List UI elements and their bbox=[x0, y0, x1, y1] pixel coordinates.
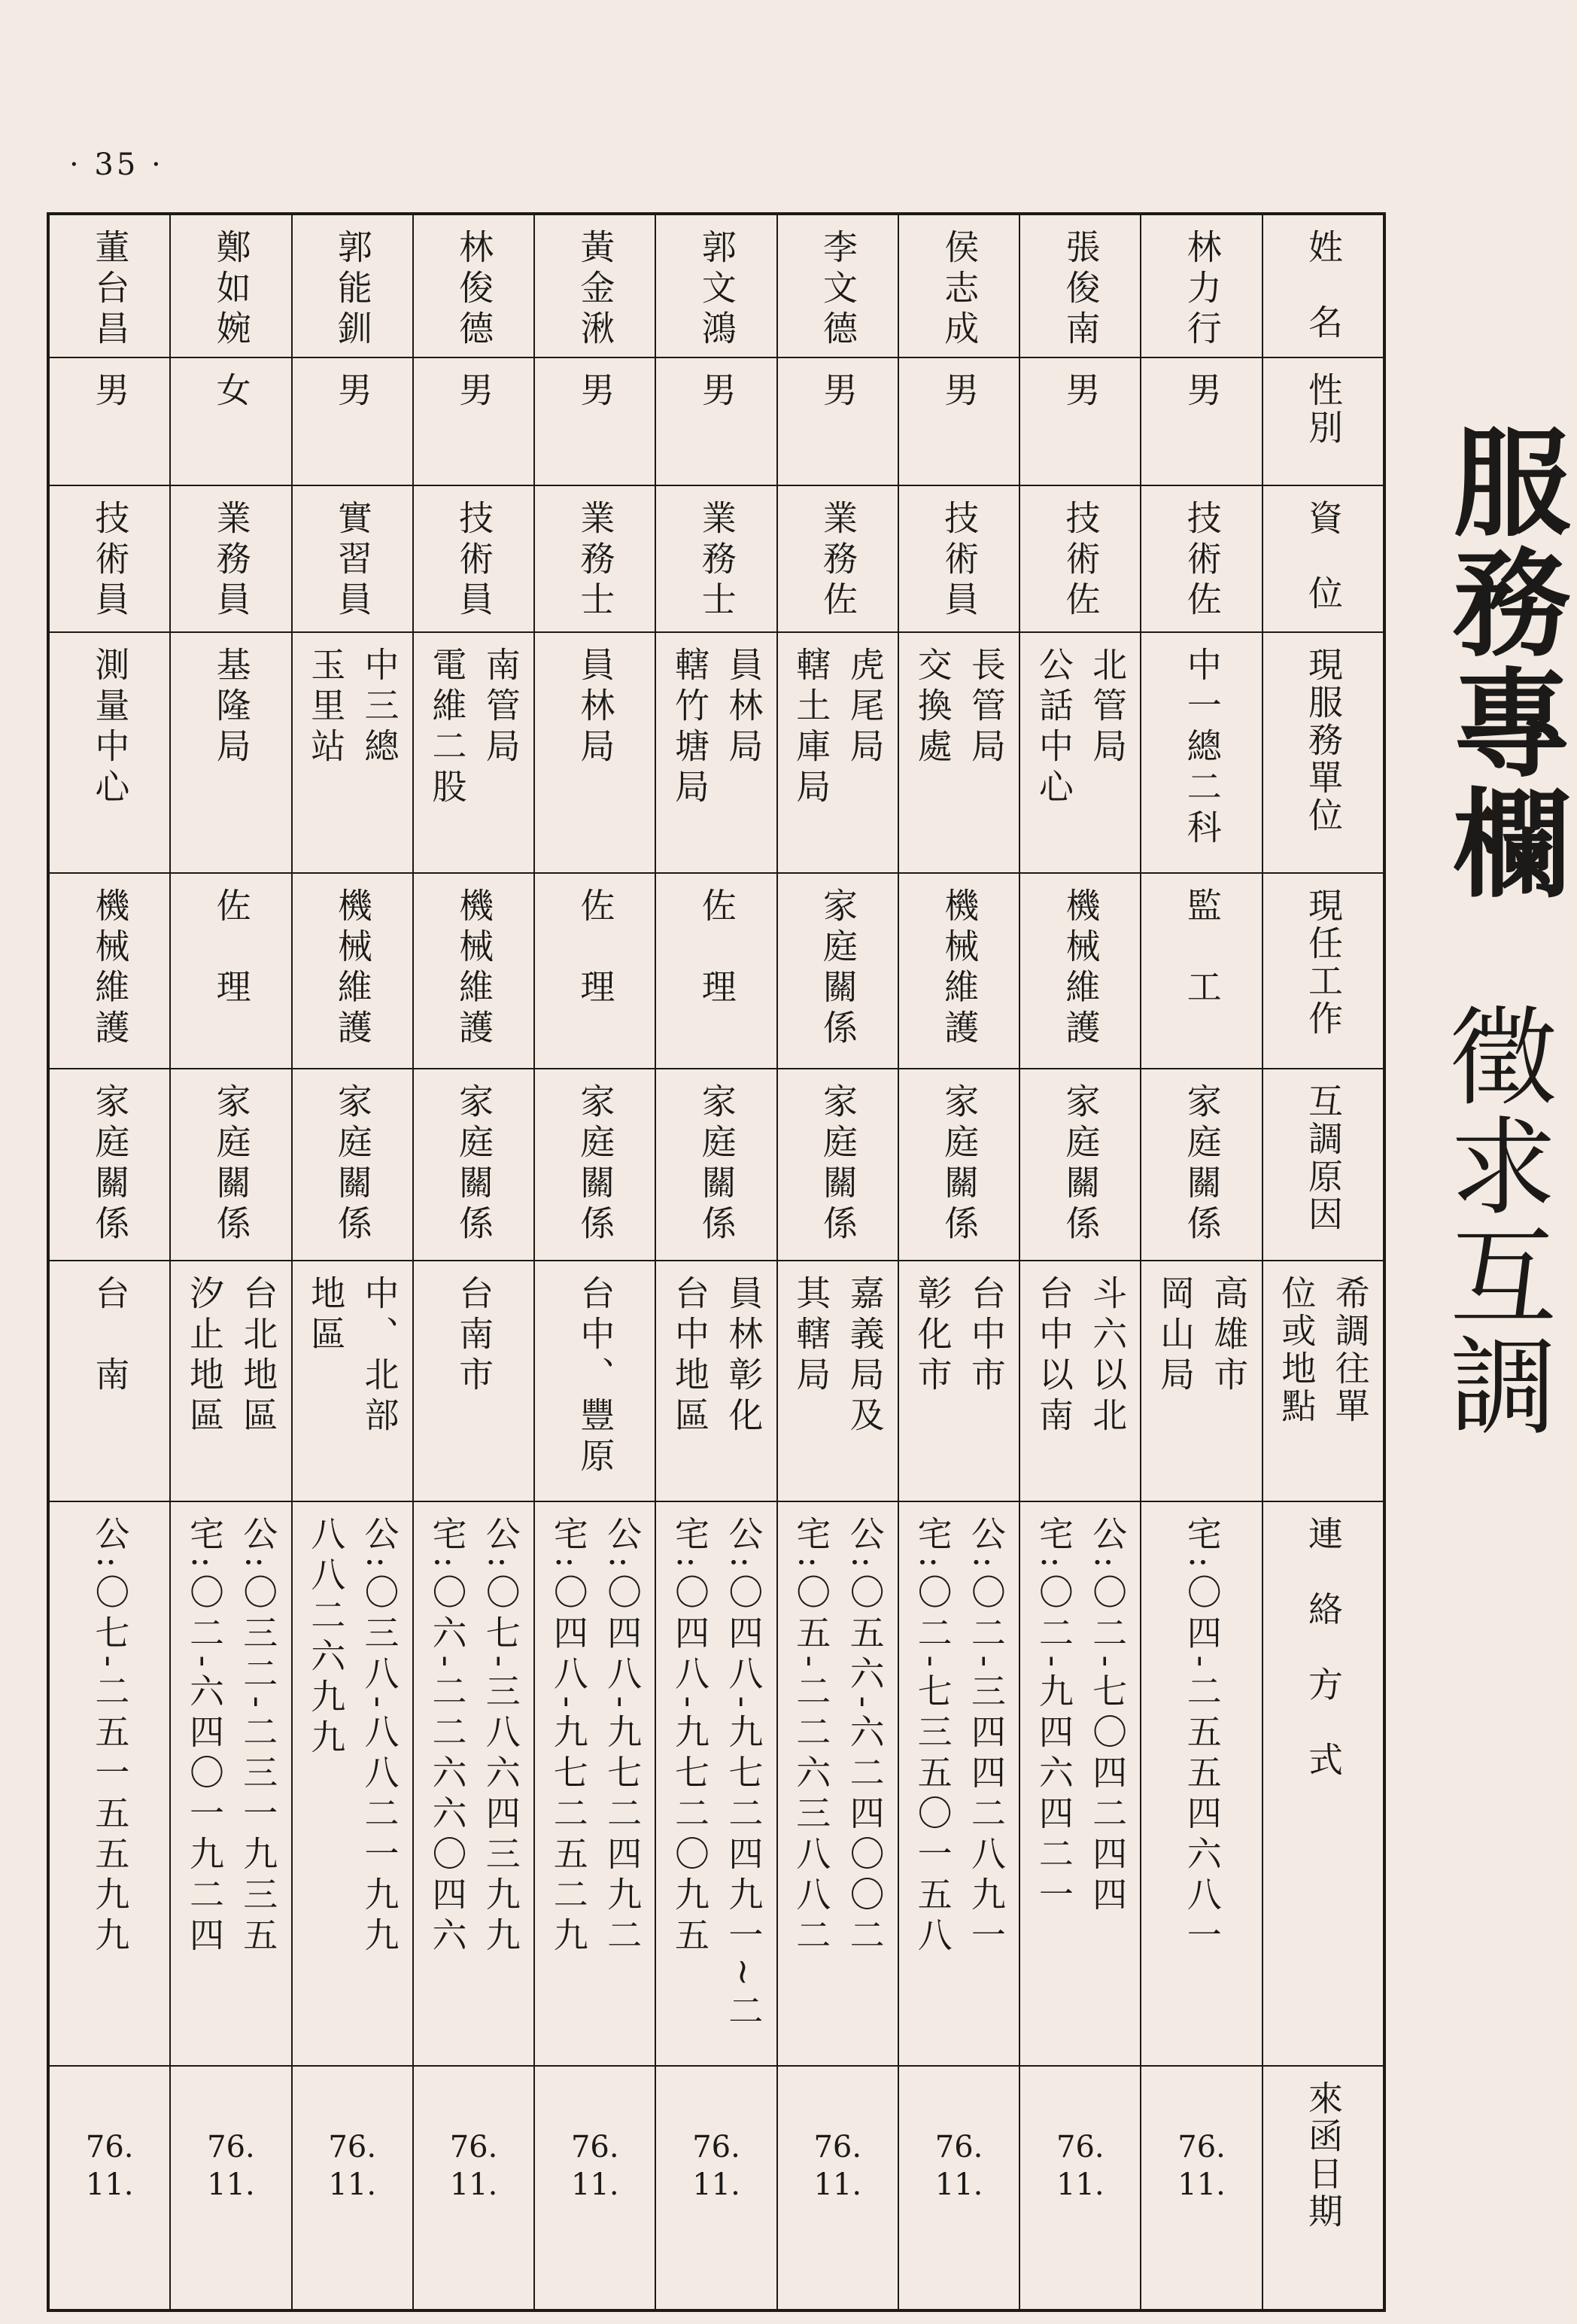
rank-cell: 業務佐 bbox=[817, 500, 858, 622]
reason-cell: 家庭關係 bbox=[939, 1083, 980, 1246]
desired-location-cell: 台中、豐原 bbox=[575, 1275, 616, 1478]
reason-cell: 家庭關係 bbox=[1060, 1083, 1101, 1246]
desired-location-cell: 台南市 bbox=[454, 1275, 495, 1397]
page-number: · 35 · bbox=[69, 148, 164, 182]
gender-cell: 男 bbox=[454, 372, 495, 412]
job-cell: 機械維護 bbox=[939, 887, 980, 1050]
reason-cell: 家庭關係 bbox=[332, 1083, 373, 1246]
contact-cell: 公:〇七-三八六四三九九 宅:〇六-二二六六〇四六 bbox=[427, 1516, 521, 1958]
desired-location-cell: 高雄市 岡山局 bbox=[1155, 1275, 1250, 1397]
date-cell bbox=[328, 2080, 376, 2204]
unit-cell: 基隆局 bbox=[211, 646, 252, 768]
page-title: 服務專欄 bbox=[1433, 421, 1571, 903]
header-rank: 資 位 bbox=[1303, 500, 1345, 613]
rank-cell: 業務員 bbox=[211, 500, 252, 622]
reason-cell: 家庭關係 bbox=[696, 1083, 737, 1246]
desired-location-cell: 台中市 彰化市 bbox=[912, 1275, 1007, 1397]
unit-cell: 中三總 玉里站 bbox=[305, 646, 400, 768]
unit-cell: 中一總二科 bbox=[1181, 646, 1223, 850]
contact-cell: 宅:〇四-二五五四六八一 bbox=[1181, 1516, 1223, 1958]
header-contact: 連 絡 方 式 bbox=[1303, 1516, 1345, 1779]
unit-cell: 員林局 bbox=[575, 646, 616, 768]
job-cell: 機械維護 bbox=[332, 887, 373, 1050]
name-cell: 張俊南 bbox=[1060, 229, 1101, 351]
unit-cell: 北管局 公話中心 bbox=[1033, 646, 1129, 809]
gender-cell: 男 bbox=[90, 372, 131, 412]
name-cell: 林俊德 bbox=[454, 229, 495, 351]
table-row bbox=[533, 215, 655, 2309]
date-month: 11. bbox=[328, 2167, 377, 2202]
contact-cell: 公:〇四八-九七二四九一~二 宅:〇四八-九七二〇九五 bbox=[670, 1516, 764, 2034]
date-month: 11. bbox=[1177, 2167, 1226, 2202]
name-cell: 鄭如婉 bbox=[211, 229, 252, 351]
date-month: 11. bbox=[570, 2167, 619, 2202]
desired-location-cell: 員林彰化 台中地區 bbox=[670, 1275, 764, 1437]
contact-cell: 公:〇四八-九七二四九二 宅:〇四八-九七二五二九 bbox=[548, 1516, 643, 1958]
unit-cell: 員林局 轄竹塘局 bbox=[670, 646, 764, 809]
job-cell: 佐 理 bbox=[696, 887, 737, 1009]
table-row bbox=[50, 215, 169, 2309]
date-year: 76. bbox=[328, 2130, 377, 2164]
desired-location-cell: 台 南 bbox=[90, 1275, 131, 1397]
reason-cell: 家庭關係 bbox=[575, 1083, 616, 1246]
table-row bbox=[1019, 215, 1140, 2309]
reason-cell: 家庭關係 bbox=[211, 1083, 252, 1246]
name-cell: 李文德 bbox=[817, 229, 858, 351]
job-cell: 佐 理 bbox=[211, 887, 252, 1009]
rank-cell: 業務士 bbox=[575, 500, 616, 622]
gender-cell: 男 bbox=[332, 372, 373, 412]
table-row bbox=[1140, 215, 1261, 2309]
gender-cell: 男 bbox=[1060, 372, 1101, 412]
rank-cell: 實習員 bbox=[332, 500, 373, 622]
contact-cell: 公:〇三八-八八二一九九 八八二六九九 bbox=[305, 1516, 400, 1958]
date-month: 11. bbox=[449, 2167, 498, 2202]
unit-cell: 測量中心 bbox=[90, 646, 131, 809]
gender-cell: 男 bbox=[817, 372, 858, 412]
date-year: 76. bbox=[449, 2130, 498, 2164]
date-cell bbox=[207, 2080, 255, 2204]
desired-location-cell: 台北地區 汐止地區 bbox=[184, 1275, 279, 1437]
job-cell: 機械維護 bbox=[454, 887, 495, 1050]
job-cell: 佐 理 bbox=[575, 887, 616, 1009]
header-job: 現任工作 bbox=[1303, 887, 1345, 1038]
rank-cell: 技術佐 bbox=[1060, 500, 1101, 622]
header-unit: 現服務單位 bbox=[1303, 646, 1345, 835]
date-year: 76. bbox=[1177, 2130, 1226, 2164]
name-cell: 郭能釧 bbox=[332, 229, 373, 351]
date-month: 11. bbox=[85, 2167, 134, 2202]
desired-location-cell: 嘉義局及 其轄局 bbox=[791, 1275, 886, 1437]
date-cell bbox=[571, 2080, 619, 2204]
gender-cell: 女 bbox=[211, 372, 252, 412]
contact-cell: 公:〇二-三四四二八九一 宅:〇二-七三五〇一五八 bbox=[912, 1516, 1007, 1958]
date-year: 76. bbox=[207, 2130, 255, 2164]
desired-location-cell: 斗六以北 台中以南 bbox=[1033, 1275, 1129, 1437]
table-row bbox=[776, 215, 898, 2309]
date-cell bbox=[1056, 2080, 1105, 2204]
date-cell bbox=[813, 2080, 861, 2204]
table-row bbox=[291, 215, 412, 2309]
header-gender: 性別 bbox=[1303, 372, 1345, 447]
rank-cell: 技術員 bbox=[90, 500, 131, 622]
gender-cell: 男 bbox=[696, 372, 737, 412]
date-year: 76. bbox=[813, 2130, 862, 2164]
date-cell bbox=[692, 2080, 740, 2204]
date-month: 11. bbox=[934, 2167, 983, 2202]
date-year: 76. bbox=[85, 2130, 134, 2164]
name-cell: 侯志成 bbox=[939, 229, 980, 351]
header-column bbox=[1262, 215, 1383, 2309]
date-cell bbox=[935, 2080, 983, 2204]
table-row bbox=[655, 215, 776, 2309]
reason-cell: 家庭關係 bbox=[454, 1083, 495, 1246]
job-cell: 監 工 bbox=[1181, 887, 1223, 1009]
date-month: 11. bbox=[1056, 2167, 1105, 2202]
gender-cell: 男 bbox=[1181, 372, 1223, 412]
date-month: 11. bbox=[207, 2167, 255, 2202]
reason-cell: 家庭關係 bbox=[817, 1083, 858, 1246]
reason-cell: 家庭關係 bbox=[90, 1083, 131, 1246]
date-year: 76. bbox=[934, 2130, 983, 2164]
date-cell bbox=[1177, 2080, 1226, 2204]
contact-cell: 公:〇七-二五一五五九九 bbox=[90, 1516, 131, 1958]
page-subtitle: 徵求互調 bbox=[1432, 1001, 1556, 1440]
name-cell: 黃金湫 bbox=[575, 229, 616, 351]
unit-cell: 長管局 交換處 bbox=[912, 646, 1007, 768]
unit-cell: 虎尾局 轄土庫局 bbox=[791, 646, 886, 809]
header-name: 姓 名 bbox=[1303, 229, 1345, 342]
unit-cell: 南管局 電維二股 bbox=[427, 646, 521, 809]
date-cell bbox=[86, 2080, 134, 2204]
gender-cell: 男 bbox=[939, 372, 980, 412]
job-cell: 家庭關係 bbox=[817, 887, 858, 1050]
job-cell: 機械維護 bbox=[1060, 887, 1101, 1050]
date-year: 76. bbox=[570, 2130, 619, 2164]
gender-cell: 男 bbox=[575, 372, 616, 412]
name-cell: 郭文鴻 bbox=[696, 229, 737, 351]
rank-cell: 業務士 bbox=[696, 500, 737, 622]
header-reason: 互調原因 bbox=[1303, 1083, 1345, 1233]
date-year: 76. bbox=[1056, 2130, 1105, 2164]
date-cell bbox=[450, 2080, 498, 2204]
name-cell: 董台昌 bbox=[90, 229, 131, 351]
table-row bbox=[412, 215, 533, 2309]
table-row bbox=[169, 215, 290, 2309]
rank-cell: 技術員 bbox=[454, 500, 495, 622]
contact-cell: 公:〇三二-二三一九三五 宅:〇二-六四〇一九二四 bbox=[184, 1516, 279, 1958]
header-desired: 希調往單 位或地點 bbox=[1276, 1275, 1371, 1425]
contact-cell: 公:〇二-七〇四二四四 宅:〇二-九四六四二一 bbox=[1033, 1516, 1129, 1918]
date-month: 11. bbox=[813, 2167, 862, 2202]
name-cell: 林力行 bbox=[1181, 229, 1223, 351]
date-month: 11. bbox=[692, 2167, 740, 2202]
desired-location-cell: 中、北部 地區 bbox=[305, 1275, 400, 1437]
date-year: 76. bbox=[692, 2130, 740, 2164]
rank-cell: 技術員 bbox=[939, 500, 980, 622]
rank-cell: 技術佐 bbox=[1181, 500, 1223, 622]
job-cell: 機械維護 bbox=[90, 887, 131, 1050]
table-row bbox=[898, 215, 1019, 2309]
transfer-request-table bbox=[47, 212, 1386, 2312]
contact-cell: 公:〇五六-六二四〇〇二 宅:〇五-二二六三八八二 bbox=[791, 1516, 886, 1958]
header-date: 來函日期 bbox=[1303, 2080, 1345, 2231]
reason-cell: 家庭關係 bbox=[1181, 1083, 1223, 1246]
